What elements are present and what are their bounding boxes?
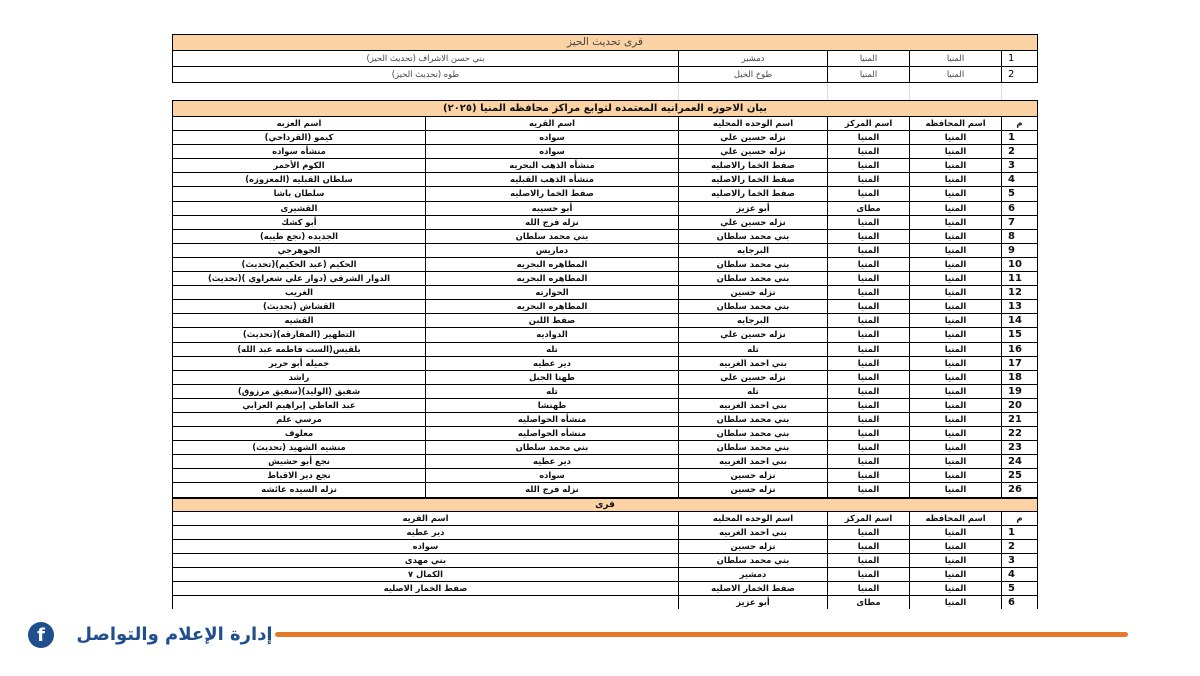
hamlet-cell: منشيه الشهيد (تحديث) xyxy=(172,441,425,455)
row-number: 8 xyxy=(1002,229,1038,243)
village-cell: دماريس xyxy=(426,243,679,257)
governorate-cell: المنيا xyxy=(910,469,1002,483)
village-cell: سواده xyxy=(172,539,678,553)
header-village: اسم القريه xyxy=(172,511,678,525)
center-cell: المنيا xyxy=(828,539,910,553)
village-cell: بني محمد سلطان xyxy=(426,229,679,243)
row-number: 15 xyxy=(1002,328,1038,342)
section-gap xyxy=(173,83,1038,100)
local-unit-cell: نزله حسين xyxy=(679,539,828,553)
table-row xyxy=(172,596,1037,610)
village-cell xyxy=(172,596,678,610)
village-cell: دير عطيه xyxy=(426,356,679,370)
header-local-unit: اسم الوحده المحليه xyxy=(679,511,828,525)
header-governorate: اسم المحافظه xyxy=(910,511,1002,525)
governorate-cell: المنيا xyxy=(910,553,1002,567)
hamlet-cell: أبو كشك xyxy=(172,215,425,229)
center-cell: المنيا xyxy=(828,384,910,398)
table-row xyxy=(172,370,1037,384)
row-number: 7 xyxy=(1002,215,1038,229)
local-unit-cell: نزله حسين علي xyxy=(679,370,828,384)
village-cell: منشأه الذهب البحريه xyxy=(426,159,679,173)
row-number: 6 xyxy=(1002,596,1038,610)
table-row xyxy=(172,398,1037,412)
village-cell: نزله فرج الله xyxy=(426,215,679,229)
local-unit-cell: البرجايه xyxy=(679,243,828,257)
village-cell: المطاهره البحريه xyxy=(426,272,679,286)
header-governorate: اسم المحافظه xyxy=(910,117,1002,131)
governorate-cell: المنيا xyxy=(910,243,1002,257)
center-cell: المنيا xyxy=(828,469,910,483)
hamlet-cell: الغريب xyxy=(172,286,425,300)
hamlet-cell: القشيرى xyxy=(172,201,425,215)
hamlet-cell: نزله السيده عائشه xyxy=(172,483,425,497)
village-cell: طهنا الجبل xyxy=(426,370,679,384)
row-number: 9 xyxy=(1002,243,1038,257)
hamlet-cell: راشد xyxy=(172,370,425,384)
table-row xyxy=(172,201,1037,215)
accent-divider xyxy=(275,632,1128,637)
hamlet-cell: شفيق (الوليد)(سفيق مرزوق) xyxy=(172,384,425,398)
governorate-cell: المنيا xyxy=(910,342,1002,356)
hamlet-cell: جميله أبو حرير xyxy=(172,356,425,370)
governorate-cell: المنيا xyxy=(910,51,1002,67)
hamlet-cell: نجع أبو حشيش xyxy=(172,455,425,469)
row-number: 13 xyxy=(1002,300,1038,314)
governorate-cell: المنيا xyxy=(910,67,1002,83)
governorate-cell: المنيا xyxy=(910,272,1002,286)
center-cell: المنيا xyxy=(828,229,910,243)
table-row xyxy=(172,342,1037,356)
center-cell: المنيا xyxy=(828,483,910,497)
row-number: 21 xyxy=(1002,412,1038,426)
local-unit-cell: بني احمد الغربيه xyxy=(679,398,828,412)
center-cell: المنيا xyxy=(828,145,910,159)
village-cell: صفط الخما رالاصليه xyxy=(426,187,679,201)
center-cell: المنيا xyxy=(828,314,910,328)
center-cell: المنيا xyxy=(828,441,910,455)
governorate-cell: المنيا xyxy=(910,131,1002,145)
table-row xyxy=(172,384,1037,398)
header-hamlet: اسم العزبه xyxy=(172,117,425,131)
local-unit-cell: بني محمد سلطان xyxy=(679,412,828,426)
update-villages-table xyxy=(172,34,1038,83)
local-unit-cell: أبو عزيز xyxy=(679,201,828,215)
hamlet-cell: كيمو (القرداحي) xyxy=(172,131,425,145)
center-cell: المنيا xyxy=(828,131,910,145)
governorate-cell: المنيا xyxy=(910,370,1002,384)
governorate-cell: المنيا xyxy=(910,398,1002,412)
row-number: 4 xyxy=(1002,173,1038,187)
governorate-cell: المنيا xyxy=(910,159,1002,173)
local-unit-cell: نزله حسين xyxy=(679,483,828,497)
villages-table xyxy=(172,498,1038,610)
center-cell: المنيا xyxy=(828,370,910,384)
governorate-cell: المنيا xyxy=(910,328,1002,342)
center-cell: المنيا xyxy=(828,243,910,257)
village-cell: بني حسن الاشراف (تحديث الحيز) xyxy=(172,51,678,67)
local-unit-cell: دمشير xyxy=(679,567,828,581)
hamlet-cell: معلوف xyxy=(172,427,425,441)
local-unit-cell: أبو عزيز xyxy=(679,596,828,610)
row-number: 6 xyxy=(1002,201,1038,215)
table-row xyxy=(172,356,1037,370)
footer-banner xyxy=(28,620,1178,650)
header-village: اسم القريه xyxy=(426,117,679,131)
village-cell: تله xyxy=(426,384,679,398)
village-cell: منشأه الذهب القبليه xyxy=(426,173,679,187)
approved-hamlets-table xyxy=(172,100,1038,498)
table-row xyxy=(172,314,1037,328)
row-number: 2 xyxy=(1002,67,1038,83)
header-num: م xyxy=(1002,511,1038,525)
local-unit-cell: بني محمد سلطان xyxy=(679,553,828,567)
local-unit-cell: صفط الخما رالاصليه xyxy=(679,173,828,187)
governorate-cell: المنيا xyxy=(910,596,1002,610)
hamlet-cell: مرسي علم xyxy=(172,412,425,426)
table-header-row xyxy=(172,117,1037,131)
row-number: 1 xyxy=(1002,131,1038,145)
row-number: 26 xyxy=(1002,483,1038,497)
table-row xyxy=(172,159,1037,173)
table-row xyxy=(172,567,1037,581)
local-unit-cell: نزله حسين علي xyxy=(679,131,828,145)
local-unit-cell: نزله حسين علي xyxy=(679,145,828,159)
row-number: 17 xyxy=(1002,356,1038,370)
row-number: 19 xyxy=(1002,384,1038,398)
table-row xyxy=(172,145,1037,159)
table-row xyxy=(172,51,1037,67)
header-num: م xyxy=(1002,117,1038,131)
table-row xyxy=(172,427,1037,441)
village-cell: المطاهره البحريه xyxy=(426,300,679,314)
local-unit-cell: بني محمد سلطان xyxy=(679,257,828,271)
row-number: 25 xyxy=(1002,469,1038,483)
row-number: 2 xyxy=(1002,539,1038,553)
center-cell: المنيا xyxy=(828,67,910,83)
hamlet-cell: القشيه xyxy=(172,314,425,328)
table-row xyxy=(172,187,1037,201)
table-row xyxy=(172,257,1037,271)
governorate-cell: المنيا xyxy=(910,229,1002,243)
local-unit-cell: صفط الخما رالاصليه xyxy=(679,159,828,173)
hamlet-cell: نجع دير الاقباط xyxy=(172,469,425,483)
governorate-cell: المنيا xyxy=(910,286,1002,300)
local-unit-cell: نزله حسين xyxy=(679,286,828,300)
village-cell: أبو حسيبه xyxy=(426,201,679,215)
governorate-cell: المنيا xyxy=(910,525,1002,539)
table-row xyxy=(172,229,1037,243)
village-cell: الدواديه xyxy=(426,328,679,342)
facebook-icon[interactable]: f xyxy=(28,622,54,648)
center-cell: المنيا xyxy=(828,257,910,271)
row-number: 23 xyxy=(1002,441,1038,455)
table-row xyxy=(172,412,1037,426)
header-local-unit: اسم الوحده المحليه xyxy=(679,117,828,131)
table2-title: بيان الاحوزه العمرانيه المعتمده لتوابع مراكز محافظه المنيا (٢٠٢٥) xyxy=(172,101,1037,117)
hamlet-cell: القشاش (تحديث) xyxy=(172,300,425,314)
center-cell: المنيا xyxy=(828,455,910,469)
village-cell: صفط اللبن xyxy=(426,314,679,328)
table-row xyxy=(172,525,1037,539)
center-cell: المنيا xyxy=(828,328,910,342)
table-row xyxy=(172,173,1037,187)
village-cell: المطاهره البحريه xyxy=(426,257,679,271)
row-number: 11 xyxy=(1002,272,1038,286)
row-number: 18 xyxy=(1002,370,1038,384)
hamlet-cell: سلطان باشا xyxy=(172,187,425,201)
center-cell: المنيا xyxy=(828,187,910,201)
governorate-cell: المنيا xyxy=(910,145,1002,159)
governorate-cell: المنيا xyxy=(910,257,1002,271)
village-cell: نزله فرج الله xyxy=(426,483,679,497)
table-row xyxy=(172,455,1037,469)
governorate-cell: المنيا xyxy=(910,356,1002,370)
village-cell: الكمال ٧ xyxy=(172,567,678,581)
center-cell: المنيا xyxy=(828,582,910,596)
center-cell: المنيا xyxy=(828,567,910,581)
village-cell: الحوارته xyxy=(426,286,679,300)
center-cell: المنيا xyxy=(828,300,910,314)
table-row xyxy=(172,131,1037,145)
local-unit-cell: دمشير xyxy=(679,51,828,67)
village-cell: سواده xyxy=(426,145,679,159)
hamlet-cell: منشأه سواده xyxy=(172,145,425,159)
spreadsheet-document xyxy=(173,34,1038,609)
row-number: 16 xyxy=(1002,342,1038,356)
local-unit-cell: نزله حسين xyxy=(679,469,828,483)
row-number: 10 xyxy=(1002,257,1038,271)
governorate-cell: المنيا xyxy=(910,173,1002,187)
table-row xyxy=(172,582,1037,596)
table1-title: قرى تحديث الحيز xyxy=(172,35,1037,51)
center-cell: مطاى xyxy=(828,201,910,215)
village-cell: سواده xyxy=(426,469,679,483)
hamlet-cell: الدوار الشرقي (دوار علي شعراوي )(تحديث) xyxy=(172,272,425,286)
village-cell: دير عطيه xyxy=(172,525,678,539)
governorate-cell: المنيا xyxy=(910,215,1002,229)
row-number: 3 xyxy=(1002,553,1038,567)
local-unit-cell: بني احمد الغربيه xyxy=(679,525,828,539)
local-unit-cell: تله xyxy=(679,342,828,356)
table-row xyxy=(172,67,1037,83)
hamlet-cell: الجوهرجي xyxy=(172,243,425,257)
village-cell: بني محمد سلطان xyxy=(426,441,679,455)
local-unit-cell: بني محمد سلطان xyxy=(679,272,828,286)
governorate-cell: المنيا xyxy=(910,412,1002,426)
row-number: 22 xyxy=(1002,427,1038,441)
row-number: 12 xyxy=(1002,286,1038,300)
hamlet-cell: الحكيم (عبد الحكيم)(تحديث) xyxy=(172,257,425,271)
center-cell: المنيا xyxy=(828,553,910,567)
governorate-cell: المنيا xyxy=(910,300,1002,314)
center-cell: المنيا xyxy=(828,427,910,441)
table-row xyxy=(172,553,1037,567)
governorate-cell: المنيا xyxy=(910,483,1002,497)
local-unit-cell: بني محمد سلطان xyxy=(679,427,828,441)
center-cell: المنيا xyxy=(828,342,910,356)
center-cell: المنيا xyxy=(828,159,910,173)
brand-title: إدارة الإعلام والتواصل xyxy=(76,624,273,645)
row-number: 1 xyxy=(1002,525,1038,539)
table-header-row xyxy=(172,511,1037,525)
hamlet-cell: التطهير (المفارقه)(تحديث) xyxy=(172,328,425,342)
table-row xyxy=(172,469,1037,483)
row-number: 2 xyxy=(1002,145,1038,159)
local-unit-cell: نزله حسين علي xyxy=(679,215,828,229)
center-cell: المنيا xyxy=(828,51,910,67)
center-cell: المنيا xyxy=(828,356,910,370)
center-cell: المنيا xyxy=(828,525,910,539)
hamlet-cell: عبد العاطي إبراهيم العرابي xyxy=(172,398,425,412)
table-row xyxy=(172,286,1037,300)
governorate-cell: المنيا xyxy=(910,567,1002,581)
village-cell: منشأه الحواصليه xyxy=(426,427,679,441)
table-row xyxy=(172,483,1037,497)
table-row xyxy=(172,272,1037,286)
village-cell: بني مهدى xyxy=(172,553,678,567)
village-cell: طهنشا xyxy=(426,398,679,412)
hamlet-cell: الجديده (نجع طيبه) xyxy=(172,229,425,243)
row-number: 5 xyxy=(1002,187,1038,201)
village-cell: صفط الخمار الاصليه xyxy=(172,582,678,596)
local-unit-cell: بني محمد سلطان xyxy=(679,300,828,314)
row-number: 3 xyxy=(1002,159,1038,173)
row-number: 5 xyxy=(1002,582,1038,596)
local-unit-cell: بني احمد الغربيه xyxy=(679,356,828,370)
governorate-cell: المنيا xyxy=(910,187,1002,201)
governorate-cell: المنيا xyxy=(910,201,1002,215)
local-unit-cell: بني محمد سلطان xyxy=(679,441,828,455)
center-cell: المنيا xyxy=(828,286,910,300)
governorate-cell: المنيا xyxy=(910,582,1002,596)
header-center: اسم المركز xyxy=(828,511,910,525)
governorate-cell: المنيا xyxy=(910,384,1002,398)
governorate-cell: المنيا xyxy=(910,314,1002,328)
village-cell: سواده xyxy=(426,131,679,145)
center-cell: المنيا xyxy=(828,215,910,229)
row-number: 1 xyxy=(1002,51,1038,67)
governorate-cell: المنيا xyxy=(910,441,1002,455)
row-number: 24 xyxy=(1002,455,1038,469)
local-unit-cell: طوخ الخيل xyxy=(679,67,828,83)
governorate-cell: المنيا xyxy=(910,455,1002,469)
local-unit-cell: البرجايه xyxy=(679,314,828,328)
header-center: اسم المركز xyxy=(828,117,910,131)
local-unit-cell: صفط الخما رالاصليه xyxy=(679,187,828,201)
table-row xyxy=(172,300,1037,314)
local-unit-cell: بني محمد سلطان xyxy=(679,229,828,243)
village-cell: تله xyxy=(426,342,679,356)
center-cell: المنيا xyxy=(828,272,910,286)
row-number: 20 xyxy=(1002,398,1038,412)
hamlet-cell: سلطان القبليه (المعزوزه) xyxy=(172,173,425,187)
hamlet-cell: بلقيس(الست فاطمه عبد الله) xyxy=(172,342,425,356)
center-cell: المنيا xyxy=(828,173,910,187)
center-cell: المنيا xyxy=(828,412,910,426)
center-cell: المنيا xyxy=(828,398,910,412)
local-unit-cell: صفط الخمار الاصليه xyxy=(679,582,828,596)
row-number: 14 xyxy=(1002,314,1038,328)
table-row xyxy=(172,328,1037,342)
village-cell: طوه (تحديث الحيز) xyxy=(172,67,678,83)
local-unit-cell: بني احمد الغربيه xyxy=(679,455,828,469)
governorate-cell: المنيا xyxy=(910,539,1002,553)
table-row xyxy=(172,539,1037,553)
governorate-cell: المنيا xyxy=(910,427,1002,441)
center-cell: مطاى xyxy=(828,596,910,610)
table-row xyxy=(172,215,1037,229)
table-row xyxy=(172,243,1037,257)
local-unit-cell: تله xyxy=(679,384,828,398)
local-unit-cell: نزله حسين علي xyxy=(679,328,828,342)
village-cell: دير عطيه xyxy=(426,455,679,469)
village-cell: منشأه الحواصليه xyxy=(426,412,679,426)
table-row xyxy=(172,441,1037,455)
row-number: 4 xyxy=(1002,567,1038,581)
hamlet-cell: الكوم الأحمر xyxy=(172,159,425,173)
table3-title: قرى xyxy=(172,498,1037,511)
